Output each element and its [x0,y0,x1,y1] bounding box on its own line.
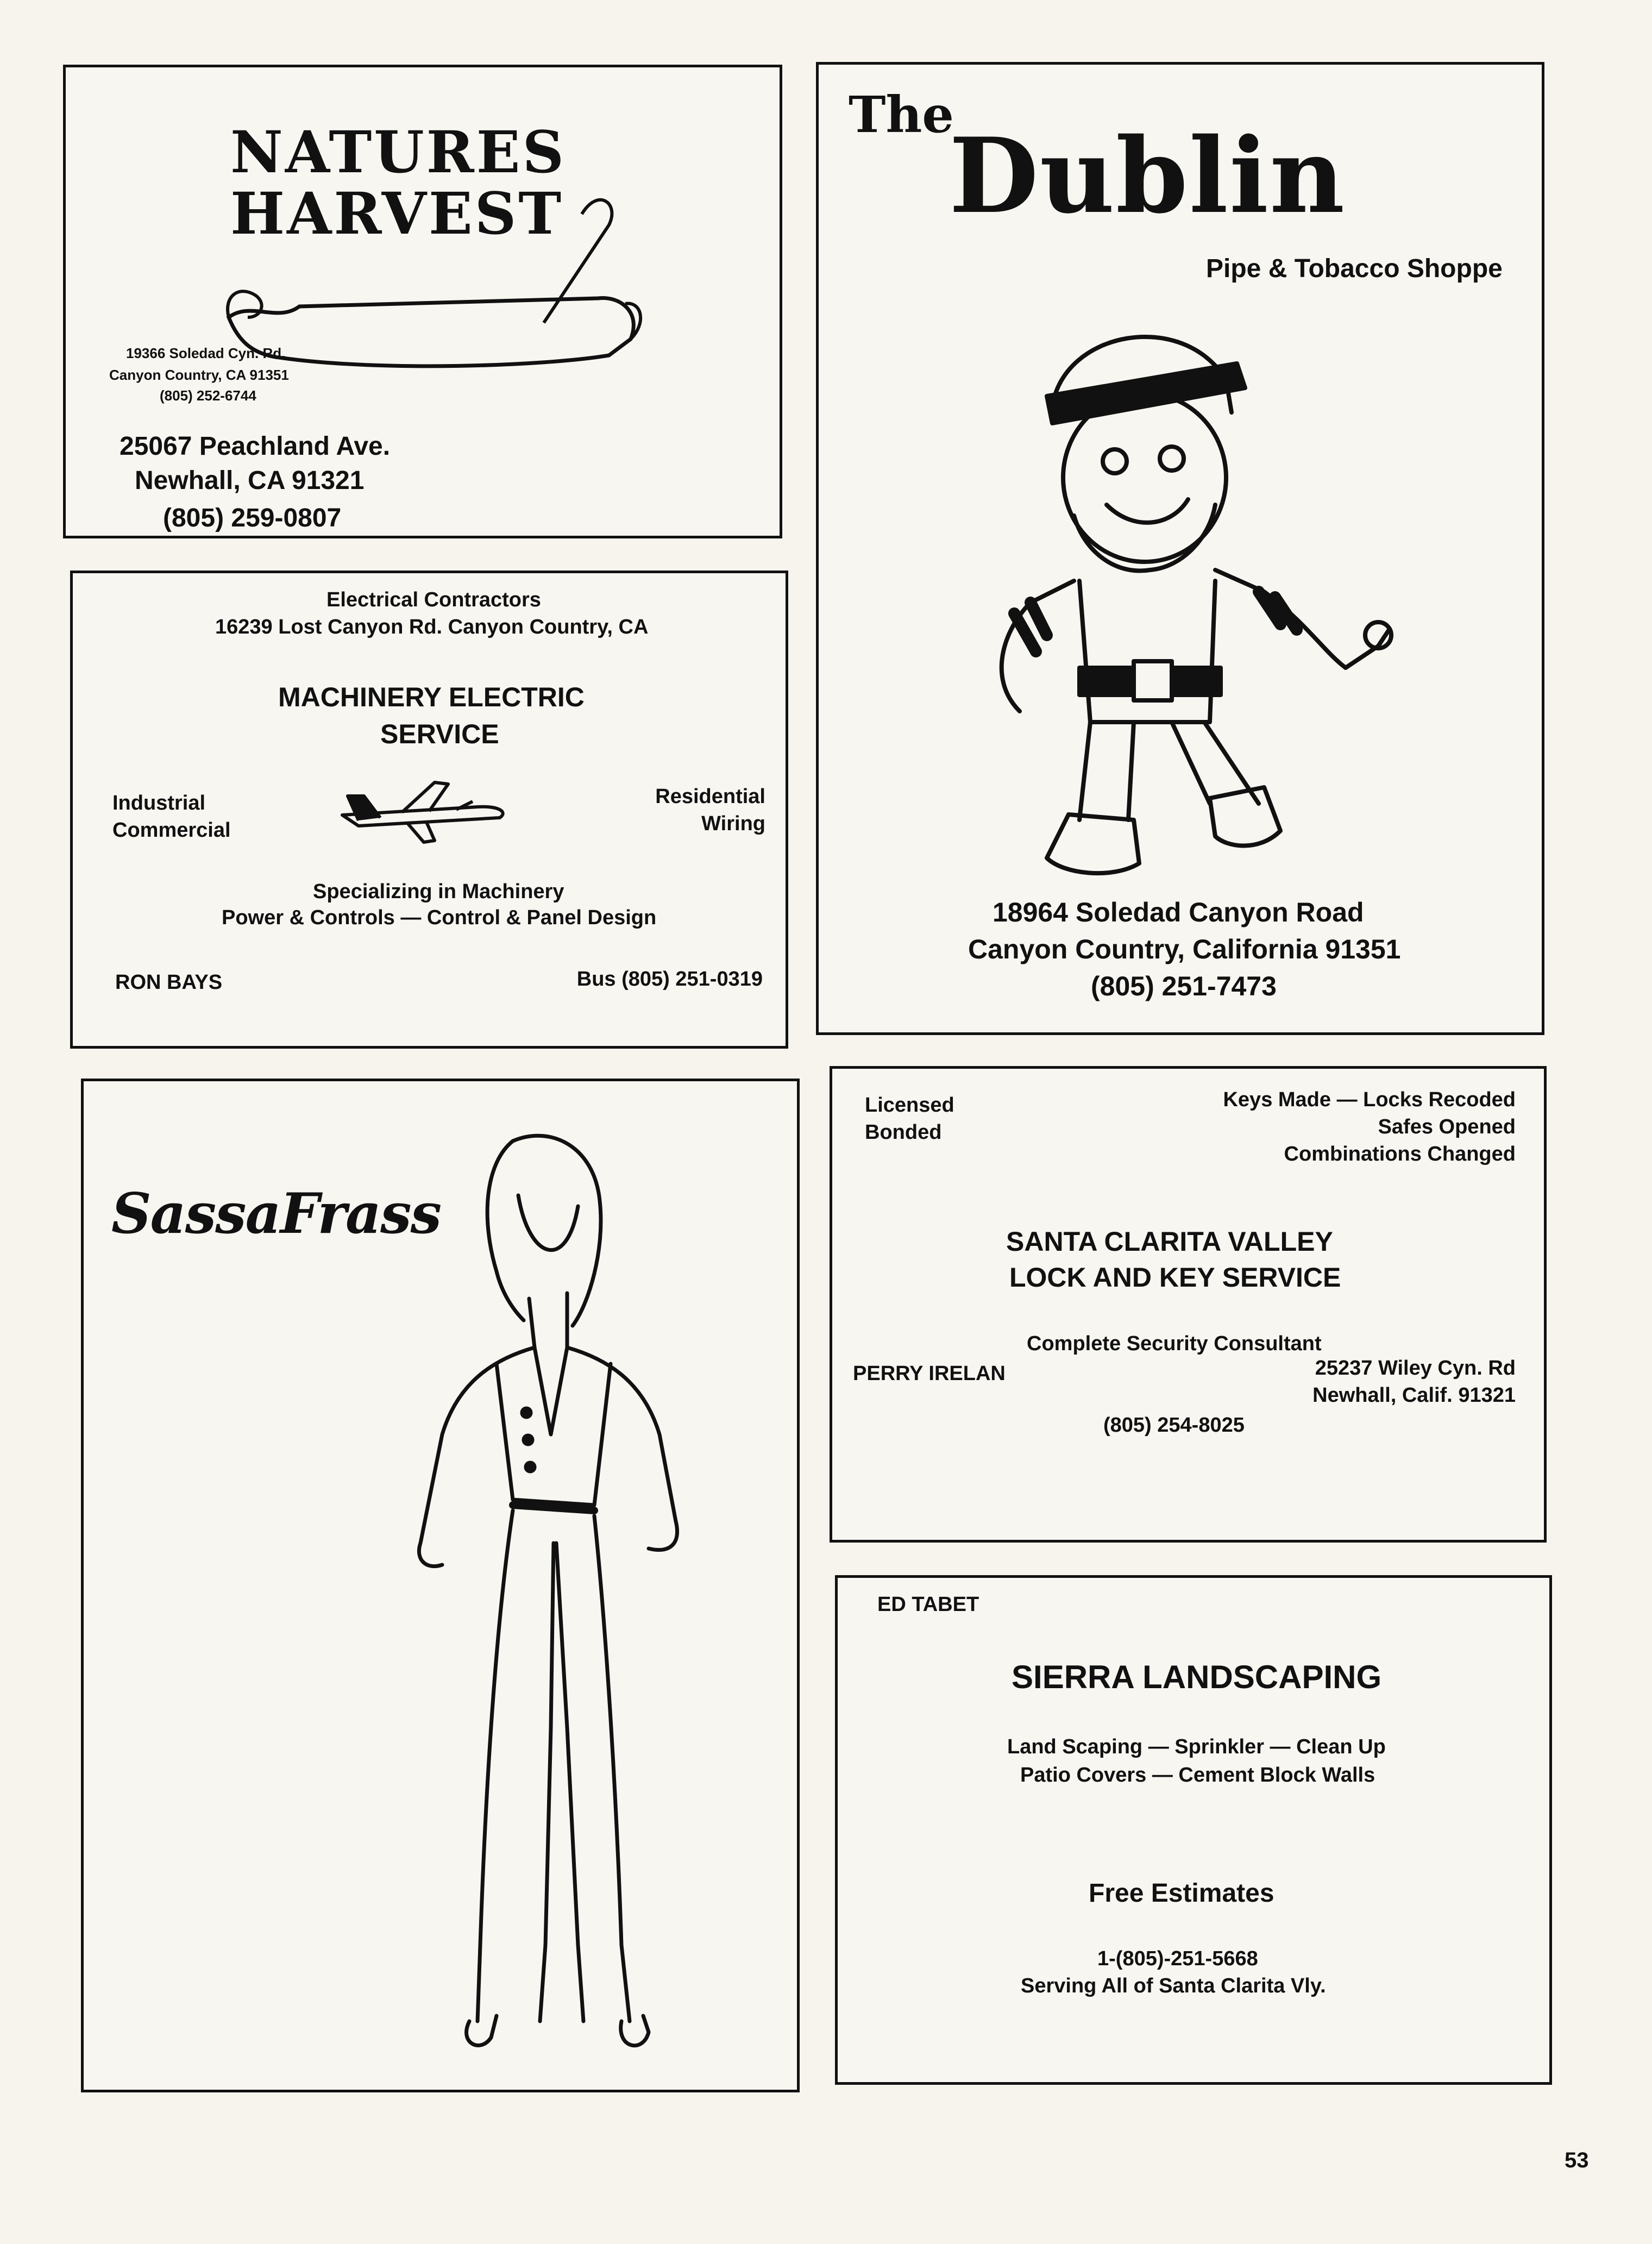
dublin-the: The [849,85,954,144]
dublin-address-line1: 18964 Soledad Canyon Road [993,897,1364,927]
page-number: 53 [1565,2148,1589,2172]
sierra-landscaping-ad [835,1575,1552,2085]
dublin-name: Dublin [949,115,1346,236]
machinery-left-line2: Commercial [112,819,231,842]
lock-key-ad [830,1066,1547,1543]
scroll-banner-icon [218,236,652,388]
lock-key-title-line2: LOCK AND KEY SERVICE [1009,1262,1341,1293]
machinery-owner: RON BAYS [115,971,223,994]
lock-key-phone: (805) 254-8025 [1103,1414,1245,1437]
machinery-spec-line2: Power & Controls — Control & Panel Design [222,906,657,929]
lock-key-left-line1: Licensed [865,1094,954,1117]
lock-key-right-line3: Combinations Changed [1284,1143,1516,1165]
natures-harvest-logo-line1: NATURES [230,118,567,186]
airplane-icon [337,774,511,845]
lock-key-owner: PERRY IRELAN [853,1362,1006,1385]
sierra-title: SIERRA LANDSCAPING [1012,1659,1382,1695]
sassafrass-ad [81,1079,800,2092]
sierra-services-line1: Land Scaping — Sprinkler — Clean Up [1007,1735,1386,1758]
machinery-right-line2: Wiring [701,812,765,835]
sierra-owner: ED TABET [877,1593,979,1616]
dublin-ad [816,62,1544,1035]
natures-harvest-address2-line1: 25067 Peachland Ave. [120,432,391,461]
lock-key-right-line2: Safes Opened [1378,1115,1516,1138]
lock-key-left-line2: Bonded [865,1121,942,1144]
machinery-spec-line1: Specializing in Machinery [313,880,564,903]
leprechaun-icon [954,298,1400,880]
natures-harvest-address1-line1: 19366 Soledad Cyn. Rd. [126,345,286,361]
sierra-estimates: Free Estimates [1089,1879,1274,1908]
dublin-tagline: Pipe & Tobacco Shoppe [1206,254,1503,283]
natures-harvest-address2-line2: Newhall, CA 91321 [135,466,365,495]
dublin-phone: (805) 251-7473 [1091,971,1277,1001]
sierra-services-line2: Patio Covers — Cement Block Walls [1020,1764,1375,1787]
machinery-title-line2: SERVICE [380,719,499,749]
lock-key-right-line1: Keys Made — Locks Recoded [1223,1088,1516,1111]
dublin-address-line2: Canyon Country, California 91351 [968,934,1401,964]
natures-harvest-address1-line3: (805) 252-6744 [160,387,256,404]
natures-harvest-address1-line2: Canyon Country, CA 91351 [109,367,289,383]
machinery-electric-ad [70,571,788,1049]
machinery-header-line1: Electrical Contractors [326,588,541,611]
machinery-right-line1: Residential [655,785,765,808]
lock-key-consultant: Complete Security Consultant [1027,1332,1322,1355]
machinery-header-line2: 16239 Lost Canyon Rd. Canyon Country, CA [215,616,649,638]
machinery-left-line1: Industrial [112,792,206,814]
natures-harvest-address2-line3: (805) 259-0807 [163,504,342,532]
machinery-title-line1: MACHINERY ELECTRIC [278,682,585,712]
natures-harvest-logo-line2: HARVEST [230,179,564,247]
sassafrass-logo: SassaFrass [111,1181,441,1246]
lock-key-title-line1: SANTA CLARITA VALLEY [1006,1226,1333,1257]
lock-key-address-line2: Newhall, Calif. 91321 [1312,1384,1516,1407]
sierra-serving: Serving All of Santa Clarita Vly. [1021,1975,1326,1997]
machinery-phone: Bus (805) 251-0319 [576,968,763,991]
sierra-phone: 1-(805)-251-5668 [1097,1947,1258,1970]
lock-key-address-line1: 25237 Wiley Cyn. Rd [1315,1357,1516,1380]
natures-harvest-ad [63,65,782,538]
fashion-figure-icon [388,1130,741,2054]
